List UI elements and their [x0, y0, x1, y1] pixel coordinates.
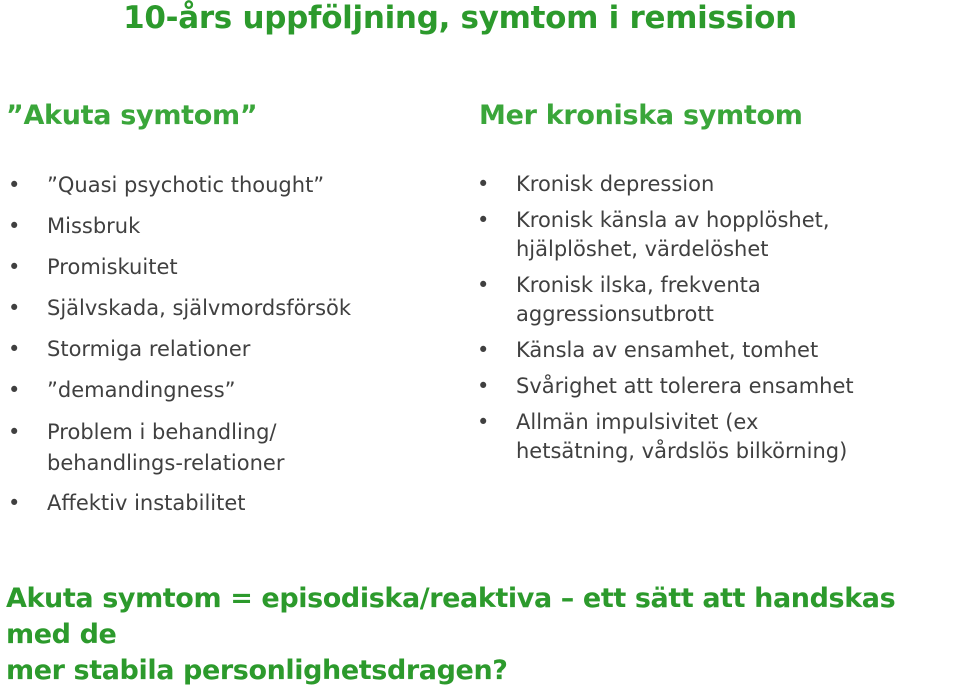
list-item-text: Stormiga relationer — [47, 337, 251, 361]
bullet-icon: • — [477, 208, 490, 232]
bullet-icon: • — [477, 172, 490, 196]
list-item — [477, 408, 957, 466]
list-item-text: ”Quasi psychotic thought” — [47, 173, 325, 197]
list-item-text: Affektiv instabilitet — [47, 491, 246, 515]
conclusion-statement — [6, 581, 956, 689]
list-item — [8, 489, 438, 518]
bullet-icon: • — [8, 491, 21, 515]
bullet-icon: • — [8, 173, 21, 197]
list-item — [8, 212, 438, 241]
bullet-icon: • — [8, 214, 21, 238]
acute-symptoms-list — [8, 171, 438, 530]
list-item — [477, 206, 957, 264]
bullet-icon: • — [8, 255, 21, 279]
list-item — [477, 336, 957, 365]
list-item — [477, 372, 957, 401]
bullet-icon: • — [8, 378, 21, 402]
list-item — [8, 417, 438, 479]
list-item-text: Kronisk ilska, frekventa — [516, 273, 761, 297]
bullet-icon: • — [477, 338, 490, 362]
list-item-text-continued: hjälplöshet, värdelöshet — [516, 237, 769, 261]
list-item-text-continued: hetsätning, vårdslös bilkörning) — [516, 439, 848, 463]
chronic-symptoms-heading: Mer kroniska symtom — [479, 100, 803, 131]
list-item — [8, 171, 438, 200]
list-item — [8, 253, 438, 282]
conclusion-line-continued: mer stabila personlighetsdragen? — [6, 655, 508, 686]
chronic-symptoms-list — [477, 170, 957, 473]
bullet-icon: • — [8, 420, 21, 444]
list-item — [8, 294, 438, 323]
list-item-text: Kronisk känsla av hopplöshet, — [516, 208, 830, 232]
list-item — [477, 271, 957, 329]
list-item-text: Kronisk depression — [516, 172, 715, 196]
list-item-text: Allmän impulsivitet (ex — [516, 410, 759, 434]
bullet-icon: • — [477, 273, 490, 297]
list-item — [477, 170, 957, 199]
list-item-text: Självskada, självmordsförsök — [47, 296, 352, 320]
list-item-text: Promiskuitet — [47, 255, 178, 279]
conclusion-line: Akuta symtom = episodiska/reaktiva – ett sätt att handskas med de — [6, 583, 896, 650]
list-item-text: Missbruk — [47, 214, 141, 238]
list-item-text: Problem i behandling/ — [47, 420, 277, 444]
list-item — [8, 335, 438, 364]
bullet-icon: • — [477, 410, 490, 434]
list-item-text: Svårighet att tolerera ensamhet — [516, 374, 854, 398]
list-item-text: Känsla av ensamhet, tomhet — [516, 338, 819, 362]
bullet-icon: • — [477, 374, 490, 398]
list-item-text-continued: aggressionsutbrott — [516, 302, 714, 326]
list-item — [8, 376, 438, 405]
slide-title: 10-års uppföljning, symtom i remission — [123, 0, 797, 36]
bullet-icon: • — [8, 337, 21, 361]
acute-symptoms-heading: ”Akuta symtom” — [6, 100, 258, 131]
list-item-text-continued: behandlings-relationer — [47, 451, 285, 475]
bullet-icon: • — [8, 296, 21, 320]
list-item-text: ”demandingness” — [47, 378, 236, 402]
